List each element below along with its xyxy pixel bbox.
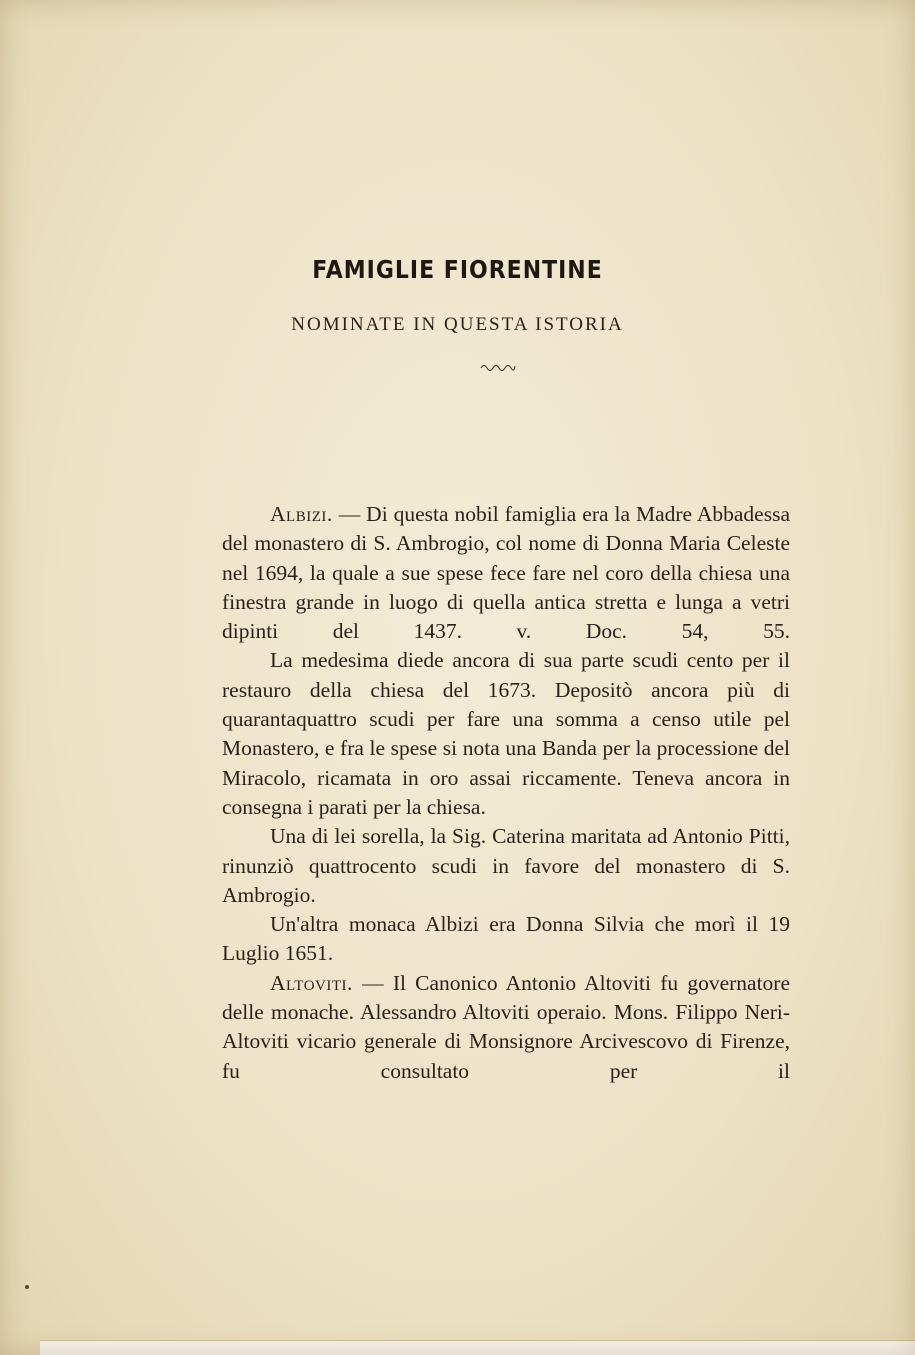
paragraph-text: Una di lei sorella, la Sig. Caterina maritata ad Antonio Pitti, rinunziò quattrocento scudi in favore del monastero di S. Ambrogio. [222,824,790,907]
paragraph-altoviti [222,969,790,1086]
paragraph-albizi-restauro [222,646,790,822]
paragraph-text: La medesima diede ancora di sua parte scudi cento per il restauro della chiesa del 1673. Depositò ancora più di quarantaquattro scudi per fare una somma a censo utile pel Monastero, e fra le spese si nota una Banda per la processione del Miracolo, ricamata in oro assai riccamente. Teneva ancora in consegna i parati per la chiesa. [222,648,790,819]
paragraph-text: Un'altra monaca Albizi era Donna Silvia che morì il 19 Luglio 1651. [222,912,790,966]
paragraph-albizi-silvia [222,910,790,969]
paragraph-text: — Di questa nobil famiglia era la Madre Abbadessa del monastero di S. Ambrogio, col nome di Donna Maria Celeste nel 1694, la quale a sue spese fece fare nel coro della chiesa una finestra grande in luogo di quella antica stretta e lunga a vetri dipinti del 1437. v. Doc. 54, 55. [222,502,790,644]
paragraph-albizi [222,500,790,646]
body-text [222,500,790,1086]
paragraph-text: — Il Canonico Antonio Altoviti fu governatore delle monache. Alessandro Altoviti operaio. Mons. Filippo Neri-Altoviti vicario generale di Monsignore Arcivescovo di Firenze, fu consultato per il [222,970,790,1083]
page-bottom-edge [40,1340,915,1355]
page-title: FAMIGLIE FIORENTINE [312,256,603,285]
page-subtitle: NOMINATE IN QUESTA ISTORIA [291,314,624,335]
family-name-albizi: Albizi. [270,502,333,526]
paragraph-albizi-sorella [222,822,790,910]
family-name-altoviti: Altoviti. [270,970,353,995]
paper-speck [25,1285,29,1289]
flourish-ornament [480,362,516,372]
